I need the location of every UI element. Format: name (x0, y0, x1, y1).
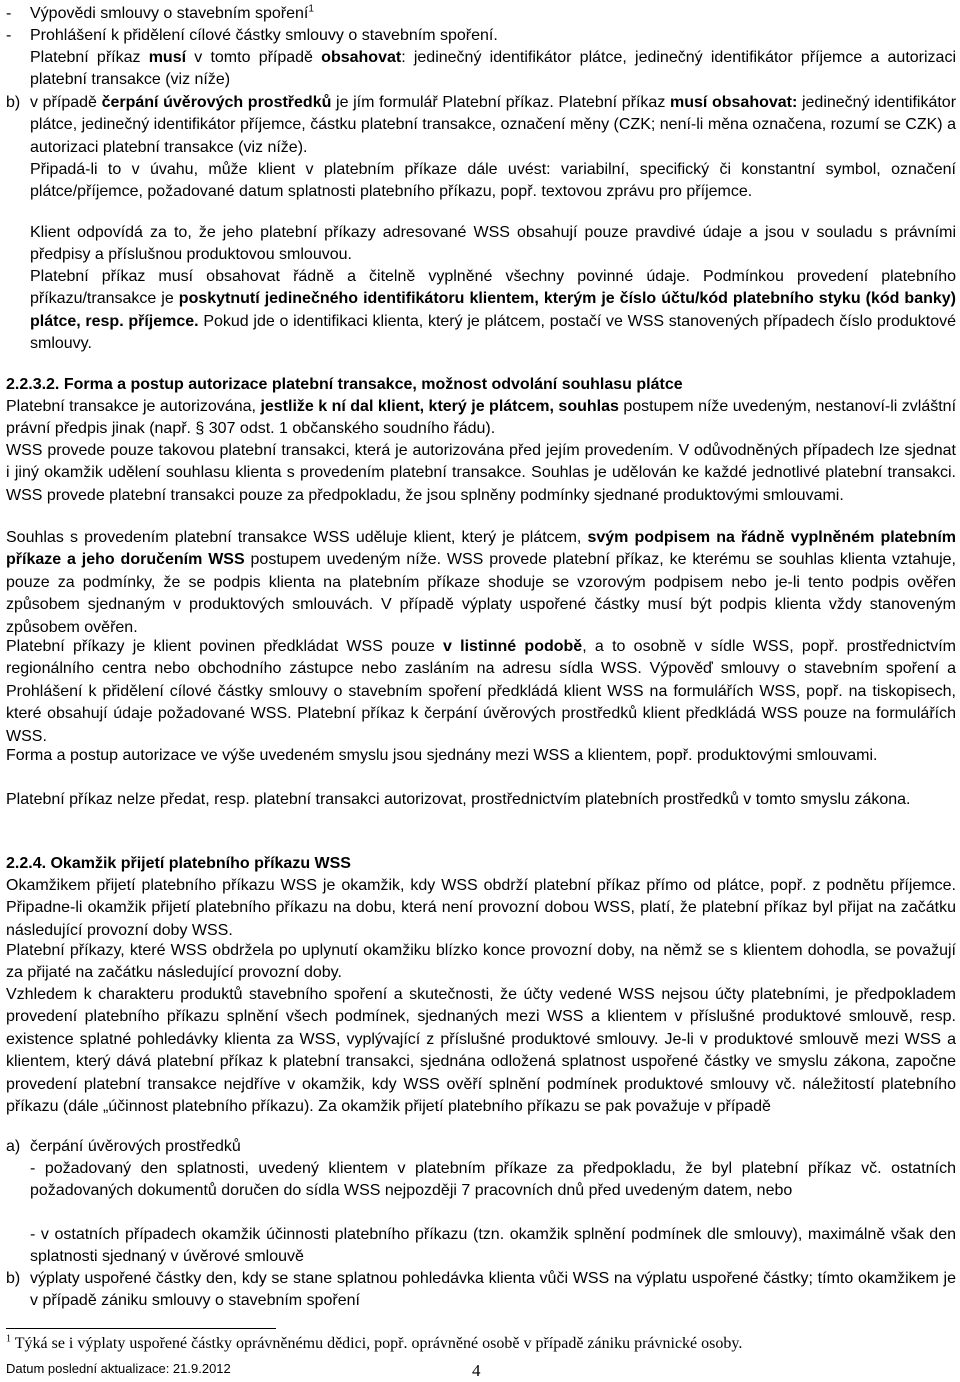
paragraph: WSS provede pouze takovou platební transakci, která je autorizována před jejím provedením. V odůvodněných případech lze sjednat i jiný okamžik udělení souhlasu klienta s provedením platební transakce. Souhlas je udělován ke každé jednotlivé platební transakci. WSS provede platební transakci pouze za předpokladu, že jsou splněny podmínky sjednané produktovými smlouvami. (6, 442, 956, 504)
paragraph: Vzhledem k charakteru produktů stavebního spoření a skutečnosti, že účty vedené WSS nejsou účty platebními, je předpokladem provedení platebního příkazu splnění všech podmínek, sjednaných mezi WSS a klientem v příslušné produktové smlouvě, resp. existence splatné pohledávky klienta za WSS, vyplývající z příslušné produktové smlouvy. Je-li v produktové smlouvě mezi WSS a klientem, který dává platební příkaz k platební transakci, sjednána odložená splatnost uspořené částky ve smyslu zákona, započne provedení platební transakce nejdříve v okamžik, kdy WSS ověří splnění podmínek produktové smlouvy vč. náležitostí platebního příkazu (dále „účinnost platebního příkazu). Za okamžik přijetí platebního příkazu se pak považuje v případě (6, 986, 956, 1116)
section-heading: 2.2.3.2. Forma a postup autorizace platební transakce, možnost odvolání souhlasu plátce (6, 376, 683, 393)
paragraph: Připadá-li to v úvahu, může klient v platebním příkaze dále uvést: variabilní, specifický či konstantní symbol, označení plátce/příjemce, požadované datum splatnosti platebního příkazu, popř. textovou zprávu pro příjemce. (30, 161, 956, 201)
paragraph: Klient odpovídá za to, že jeho platební příkazy adresované WSS obsahují pouze pravdivé údaje a jsou v souladu s právními předpisy a příslušnou produktovou smlouvou. (30, 224, 956, 264)
section-heading: 2.2.4. Okamžik přijetí platebního příkazu WSS (6, 855, 351, 872)
paragraph: Platební příkaz musí v tomto případě obsahovat: jedinečný identifikátor plátce, jedinečný identifikátor příjemce a autorizaci platební transakce (viz níže) (30, 49, 957, 89)
list-item: - Prohlášení k přidělení cílové částky smlouvy o stavebním spoření. (6, 27, 498, 44)
list-item: - v ostatních případech okamžik účinnosti platebního příkazu (tzn. okamžik splnění podmínek dle smlouvy), maximálně však den splatnosti sjednaný v úvěrové smlouvě (30, 1226, 956, 1266)
paragraph: Platební příkazy je klient povinen předkládat WSS pouze v listinné podobě, a to osobně v sídle WSS, popř. prostřednictvím regionálního centra nebo obchodního zástupce nebo zasláním na adresu sídla WSS. Výpověď smlouvy o stavebním spoření a Prohlášení k přidělení cílové částky smlouvy o stavebním spoření předkládá klient WSS na formulářích WSS, popř. na tiskopisech, které obsahují údaje požadované WSS. Platební příkaz k čerpání úvěrových prostředků klient předkládá WSS pouze na formulářích WSS. (6, 638, 957, 745)
paragraph: Platební příkazy, které WSS obdržela po uplynutí okamžiku blízko konce provozní doby, na němž se s klientem dohodla, se považují za přijaté na začátku následující provozní doby. (6, 942, 956, 982)
paragraph: Platební příkaz musí obsahovat řádně a čitelně vyplněné všechny povinné údaje. Podmínkou provedení platebního příkazu/transakce je poskytnutí jedinečného identifikátoru klientem, kterým je číslo účtu/kód platebního styku (kód banky) plátce, resp. příjemce. Pokud jde o identifikaci klienta, který je plátcem, postačí ve WSS stanovených případech číslo produktové smlouvy. (30, 268, 957, 353)
list-item: - požadovaný den splatnosti, uvedený klientem v platebním příkaze za předpokladu, že byl platební příkaz vč. ostatních požadovaných dokumentů doručen do sídla WSS nejpozději 7 pracovních dnů před uvedeným datem, nebo (30, 1160, 956, 1200)
paragraph: Souhlas s provedením platební transakce WSS uděluje klient, který je plátcem, svým podpisem na řádně vyplněném platebním příkaze a jeho doručením WSS postupem uvedeným níže. WSS provede platební příkaz, ke kterému se souhlas klienta vztahuje, pouze za podmínky, že se podpis klienta na platebním příkaze shoduje se vzorovým podpisem nebo je-li tento podpis ověřen způsobem sjednaným v produktových smlouvách. V případě výplaty uspořené částky musí být podpis klienta vždy stanoveným způsobem ověřen. (6, 529, 957, 636)
footer-date: Datum poslední aktualizace: 21.9.2012 (6, 1361, 231, 1376)
list-label: a) (6, 1138, 21, 1155)
footnote-ref: 1 (308, 3, 314, 15)
list-label: b) (6, 94, 21, 111)
paragraph: Platební příkaz nelze předat, resp. platební transakci autorizovat, prostřednictvím platebních prostředků v tomto smyslu zákona. (6, 791, 911, 808)
paragraph: v případě čerpání úvěrových prostředků je jím formulář Platební příkaz. Platební příkaz musí obsahovat: jedinečný identifikátor plátce, jedinečný identifikátor příjemce, částku platební transakce, označení měny (CZK; není-li měna označena, rozumí se CZK) a autorizaci platební transakce (viz níže). (30, 94, 957, 156)
footnote-mark: 1 (6, 1333, 11, 1345)
paragraph: Platební transakce je autorizována, jestliže k ní dal klient, který je plátcem, souhlas postupem níže uvedeným, nestanoví-li zvláštní právní předpis jinak (např. § 307 odst. 1 občanského soudního řádu). (6, 398, 957, 438)
page-number: 4 (472, 1361, 481, 1380)
footnote: $^1$ Týká se i výplaty uspořené částky oprávněnému dědici, popř. oprávněné osobě v případě zániku právnické osoby. (6, 1333, 743, 1352)
paragraph: Forma a postup autorizace ve výše uvedeném smyslu jsou sjednány mezi WSS a klientem, popř. produktovými smlouvami. (6, 747, 878, 764)
footnote-rule (6, 1328, 276, 1329)
list-item: - Výpovědi smlouvy o stavebním spoření$^1$ (6, 3, 314, 22)
paragraph: Okamžikem přijetí platebního příkazu WSS je okamžik, kdy WSS obdrží platební příkaz přímo od plátce, popř. z podnětu příjemce. Připadne-li okamžik přijetí platebního příkazu na dobu, která není provozní dobou WSS, platí, že platební příkaz byl přijat na začátku následující provozní doby WSS. (6, 877, 956, 939)
list-item: výplaty uspořené částky den, kdy se stane splatnou pohledávka klienta vůči WSS na výplatu uspořené částky; tímto okamžikem je v případě zániku smlouvy o stavebním spoření (30, 1270, 956, 1310)
list-label: b) (6, 1270, 21, 1287)
list-item: čerpání úvěrových prostředků (30, 1138, 241, 1155)
